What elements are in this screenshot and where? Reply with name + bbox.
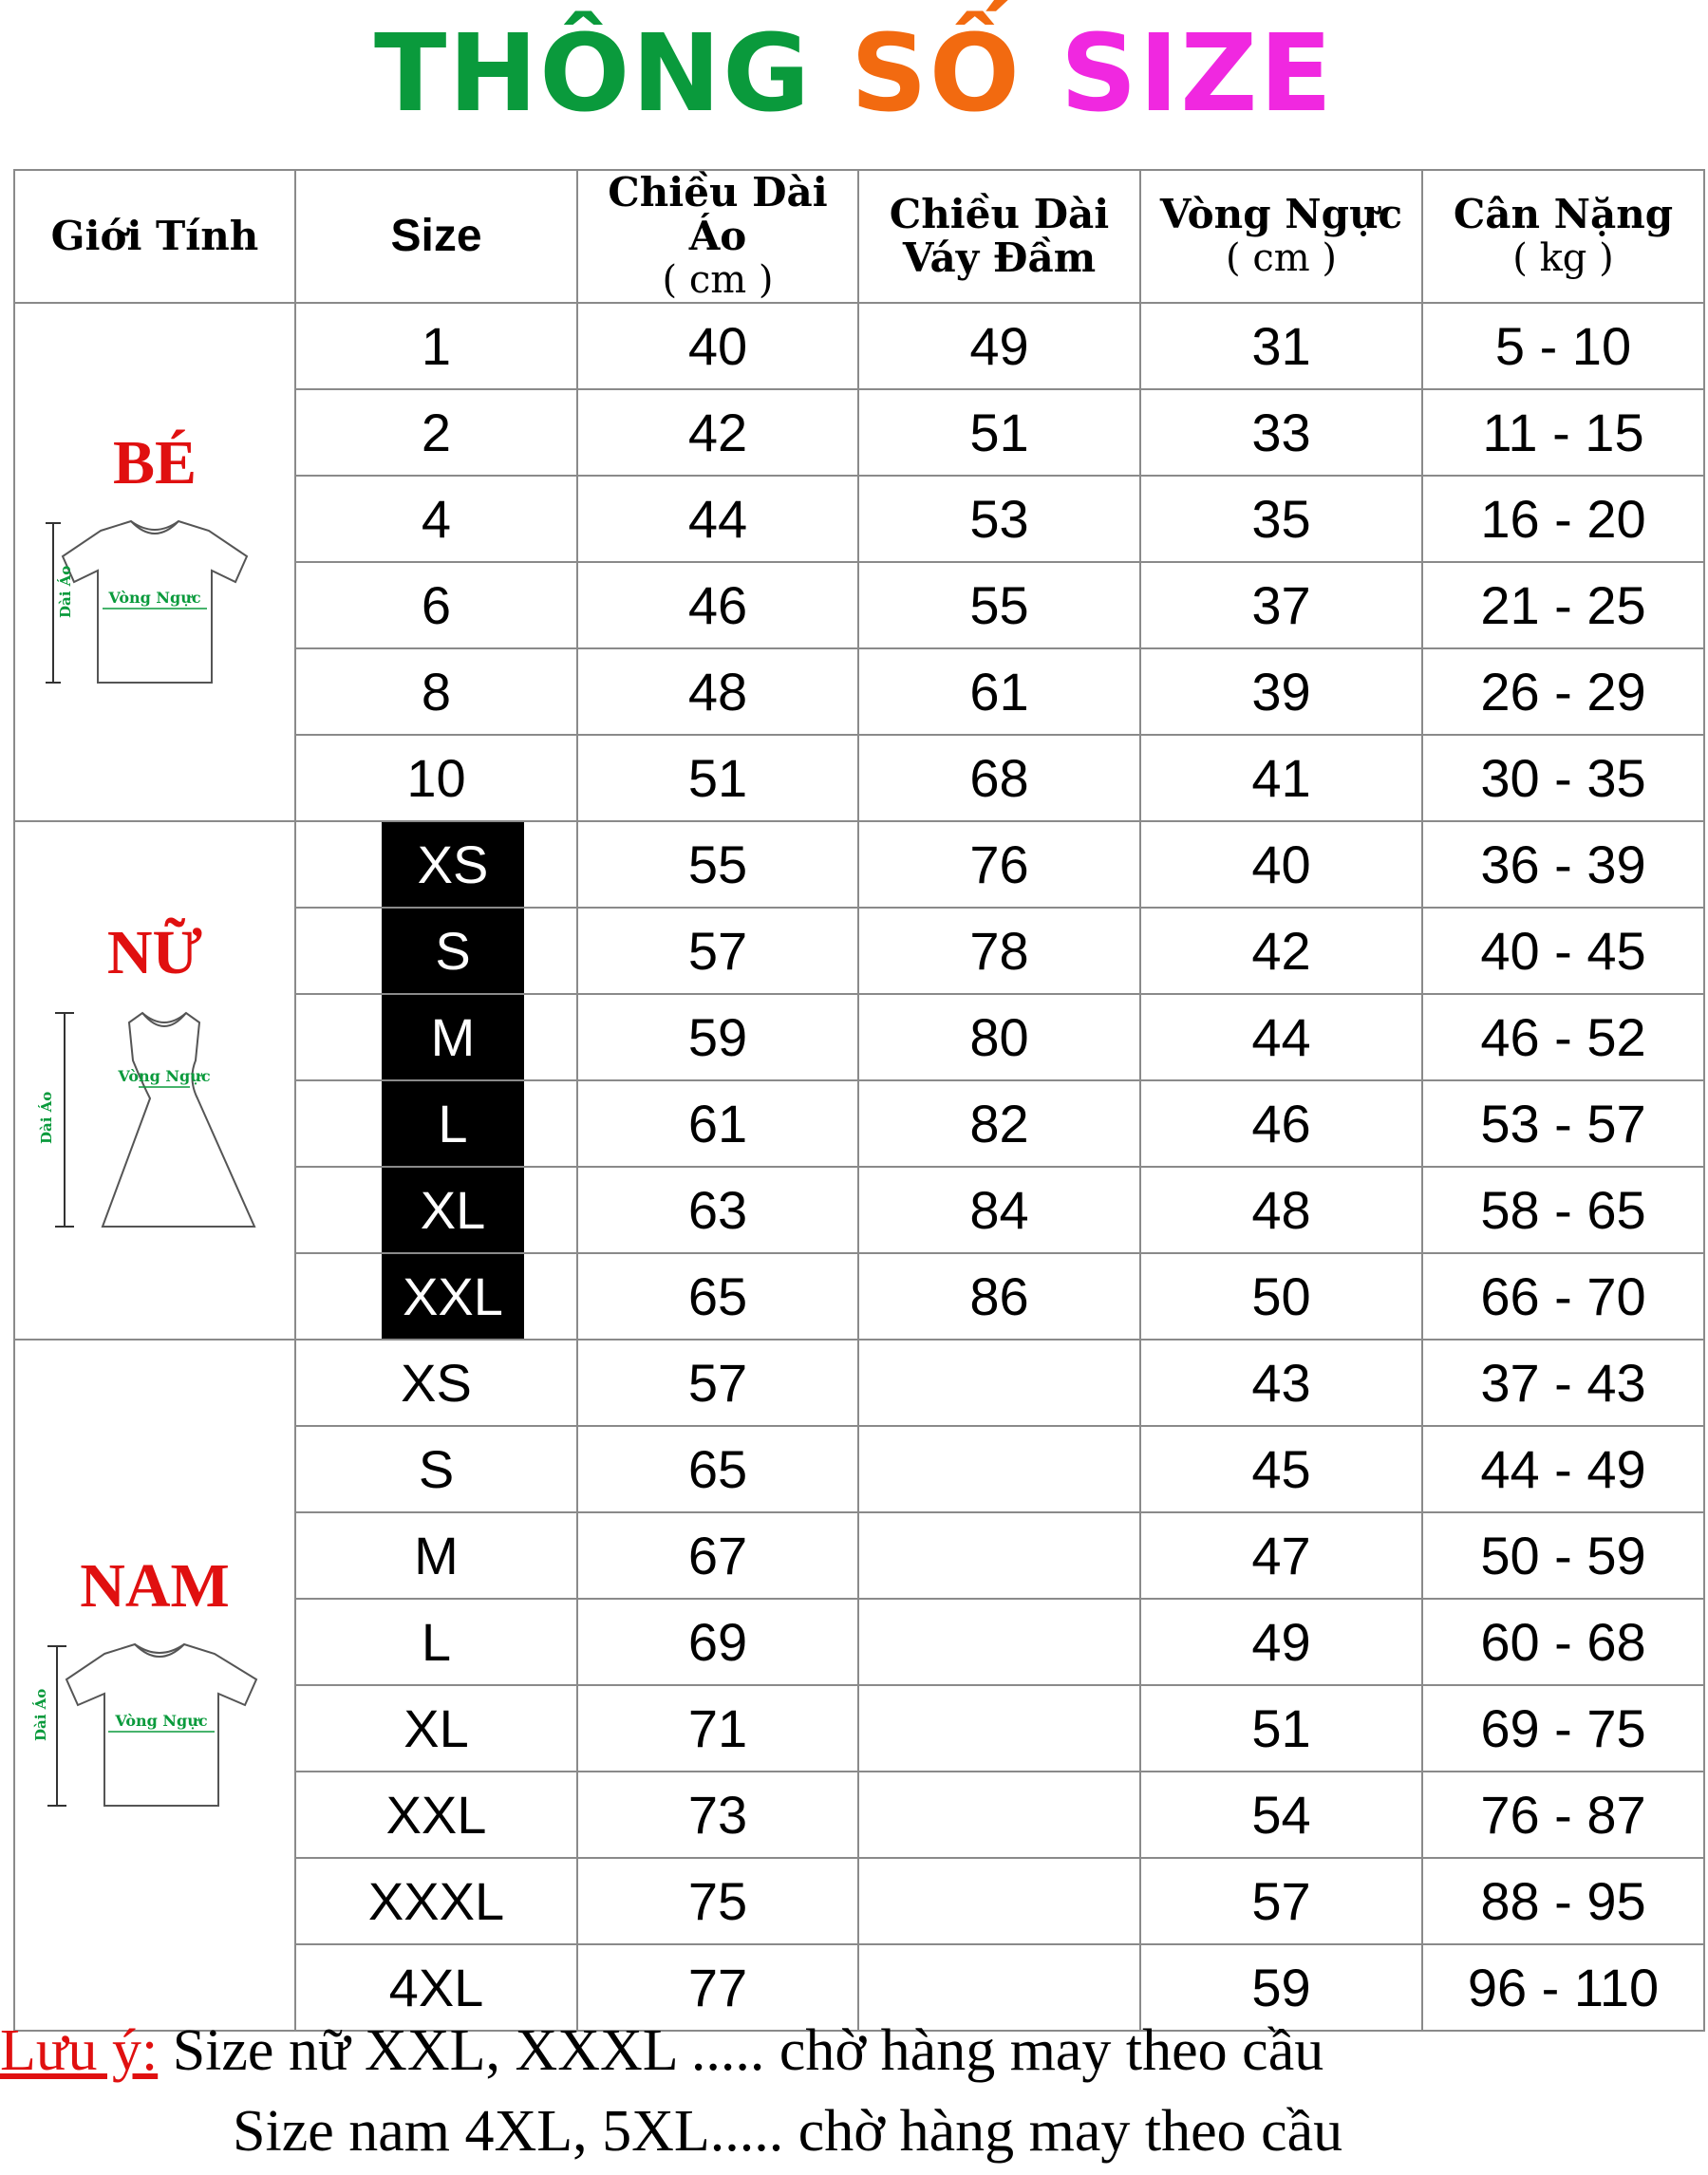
size-cell: 1 [295, 303, 577, 389]
size-cell: XXXL [295, 1858, 577, 1944]
size-cell: 2 [295, 389, 577, 476]
size-cell [295, 1167, 577, 1253]
header-length [577, 170, 858, 303]
weight-cell: 88 - 95 [1422, 1858, 1704, 1944]
dress-cell: 61 [858, 648, 1140, 735]
size-cell: L [295, 1599, 577, 1685]
weight-cell: 46 - 52 [1422, 994, 1704, 1080]
weight-cell: 30 - 35 [1422, 735, 1704, 821]
size-label-black: L [382, 1081, 524, 1166]
weight-cell: 53 - 57 [1422, 1080, 1704, 1167]
length-label-nam: Dài Áo [32, 1688, 49, 1741]
size-cell [295, 994, 577, 1080]
size-label-black: S [382, 909, 524, 993]
header-chest [1140, 170, 1422, 303]
chest-cell: 59 [1140, 1944, 1422, 2031]
size-label-black: XL [382, 1168, 524, 1252]
chest-cell: 49 [1140, 1599, 1422, 1685]
length-cell: 73 [577, 1772, 858, 1858]
length-cell: 51 [577, 735, 858, 821]
gender-label-nu: NỮ [106, 918, 203, 987]
gender-cell-nam [14, 1340, 295, 2031]
size-cell [295, 1253, 577, 1340]
weight-cell: 44 - 49 [1422, 1426, 1704, 1512]
dress-cell-empty [858, 1426, 1140, 1512]
chest-label-nam: Vòng Ngực [115, 1712, 208, 1730]
gender-label-be: BÉ [112, 428, 197, 497]
weight-cell: 37 - 43 [1422, 1340, 1704, 1426]
gender-label-nam: NAM [80, 1551, 230, 1621]
weight-cell: 66 - 70 [1422, 1253, 1704, 1340]
length-cell: 59 [577, 994, 858, 1080]
chest-cell: 57 [1140, 1858, 1422, 1944]
length-cell: 63 [577, 1167, 858, 1253]
size-cell: XS [295, 1340, 577, 1426]
dress-cell: 86 [858, 1253, 1140, 1340]
size-cell: XXL [295, 1772, 577, 1858]
gender-cell-be [14, 303, 295, 821]
length-cell: 46 [577, 562, 858, 648]
page-title [0, 12, 1708, 136]
header-weight-label: Cân Nặng [1453, 191, 1674, 237]
dress-cell: 82 [858, 1080, 1140, 1167]
dress-cell-empty [858, 1340, 1140, 1426]
size-cell: S [295, 1426, 577, 1512]
weight-cell: 69 - 75 [1422, 1685, 1704, 1772]
size-label-black: M [382, 995, 524, 1079]
length-cell: 67 [577, 1512, 858, 1599]
chest-cell: 33 [1140, 389, 1422, 476]
length-cell: 40 [577, 303, 858, 389]
weight-cell: 21 - 25 [1422, 562, 1704, 648]
header-weight-unit: ( kg ) [1512, 236, 1614, 280]
weight-cell: 60 - 68 [1422, 1599, 1704, 1685]
size-cell [295, 908, 577, 994]
chest-cell: 41 [1140, 735, 1422, 821]
dress-cell: 51 [858, 389, 1140, 476]
length-cell: 69 [577, 1599, 858, 1685]
chest-cell: 54 [1140, 1772, 1422, 1858]
header-size: Size [295, 170, 577, 303]
dress-cell: 80 [858, 994, 1140, 1080]
chest-cell: 31 [1140, 303, 1422, 389]
dress-icon [36, 1003, 273, 1241]
weight-cell: 5 - 10 [1422, 303, 1704, 389]
length-cell: 44 [577, 476, 858, 562]
length-cell: 55 [577, 821, 858, 908]
header-length-unit: ( cm ) [662, 258, 774, 302]
dress-cell-empty [858, 1685, 1140, 1772]
chest-cell: 51 [1140, 1685, 1422, 1772]
length-cell: 42 [577, 389, 858, 476]
length-cell: 57 [577, 908, 858, 994]
note-line-1 [0, 2013, 1323, 2089]
header-length-label: Chiều Dài Áo [608, 169, 828, 259]
size-cell: XL [295, 1685, 577, 1772]
size-cell: 10 [295, 735, 577, 821]
length-label-be: Dài Áo [57, 565, 74, 618]
size-cell: 4XL [295, 1944, 577, 2031]
length-cell: 71 [577, 1685, 858, 1772]
dress-cell-empty [858, 1512, 1140, 1599]
size-cell [295, 821, 577, 908]
table-row [14, 1340, 1704, 1426]
dress-cell-empty [858, 1858, 1140, 1944]
weight-cell: 40 - 45 [1422, 908, 1704, 994]
length-cell: 77 [577, 1944, 858, 2031]
chest-cell: 43 [1140, 1340, 1422, 1426]
weight-cell: 11 - 15 [1422, 389, 1704, 476]
size-label-black: XXL [382, 1254, 524, 1339]
chest-cell: 37 [1140, 562, 1422, 648]
size-cell: 6 [295, 562, 577, 648]
kids-tshirt-icon [46, 514, 264, 694]
note-line-2: Size nam 4XL, 5XL..... chờ hàng may theo cầu [233, 2099, 1343, 2164]
table-row [14, 303, 1704, 389]
header-dress-line1: Chiều Dài [889, 191, 1110, 237]
header-dress-line2: Váy Đầm [902, 234, 1097, 281]
size-chart-table [13, 169, 1705, 2032]
length-cell: 65 [577, 1426, 858, 1512]
chest-label-be: Vòng Ngực [108, 589, 201, 607]
gender-cell-nu [14, 821, 295, 1340]
size-cell: M [295, 1512, 577, 1599]
length-cell: 65 [577, 1253, 858, 1340]
length-cell: 57 [577, 1340, 858, 1426]
size-cell [295, 1080, 577, 1167]
weight-cell: 96 - 110 [1422, 1944, 1704, 2031]
chest-cell: 35 [1140, 476, 1422, 562]
length-cell: 75 [577, 1858, 858, 1944]
note-text-1: Size nữ XXL, XXXL ..... chờ hàng may theo cầu [158, 2018, 1324, 2083]
weight-cell: 26 - 29 [1422, 648, 1704, 735]
title-part-thong: THÔNG [374, 12, 813, 136]
weight-cell: 58 - 65 [1422, 1167, 1704, 1253]
weight-cell: 36 - 39 [1422, 821, 1704, 908]
note-label: Lưu ý: [0, 2018, 159, 2083]
weight-cell: 16 - 20 [1422, 476, 1704, 562]
chest-cell: 39 [1140, 648, 1422, 735]
header-dress-length [858, 170, 1140, 303]
length-cell: 48 [577, 648, 858, 735]
dress-cell: 49 [858, 303, 1140, 389]
chest-cell: 42 [1140, 908, 1422, 994]
size-cell: 4 [295, 476, 577, 562]
length-cell: 61 [577, 1080, 858, 1167]
men-tshirt-icon [32, 1637, 273, 1817]
dress-cell: 76 [858, 821, 1140, 908]
weight-cell: 76 - 87 [1422, 1772, 1704, 1858]
chest-cell: 44 [1140, 994, 1422, 1080]
dress-cell: 78 [858, 908, 1140, 994]
table-row [14, 821, 1704, 908]
dress-cell-empty [858, 1599, 1140, 1685]
header-weight [1422, 170, 1704, 303]
weight-cell: 50 - 59 [1422, 1512, 1704, 1599]
length-label-nu: Dài Áo [38, 1091, 55, 1144]
title-part-size: SIZE [1060, 12, 1334, 136]
chest-cell: 40 [1140, 821, 1422, 908]
chest-cell: 50 [1140, 1253, 1422, 1340]
dress-cell: 55 [858, 562, 1140, 648]
chest-cell: 47 [1140, 1512, 1422, 1599]
header-chest-label: Vòng Ngực [1159, 191, 1403, 237]
chest-cell: 48 [1140, 1167, 1422, 1253]
header-chest-unit: ( cm ) [1226, 236, 1337, 280]
header-row [14, 170, 1704, 303]
size-cell: 8 [295, 648, 577, 735]
chest-cell: 46 [1140, 1080, 1422, 1167]
dress-cell: 68 [858, 735, 1140, 821]
header-gender: Giới Tính [14, 170, 295, 303]
title-part-so: SỐ [851, 12, 1022, 136]
dress-cell: 53 [858, 476, 1140, 562]
dress-cell-empty [858, 1772, 1140, 1858]
chest-cell: 45 [1140, 1426, 1422, 1512]
dress-cell: 84 [858, 1167, 1140, 1253]
chest-label-nu: Vòng Ngực [118, 1067, 211, 1085]
size-label-black: XS [382, 822, 524, 907]
